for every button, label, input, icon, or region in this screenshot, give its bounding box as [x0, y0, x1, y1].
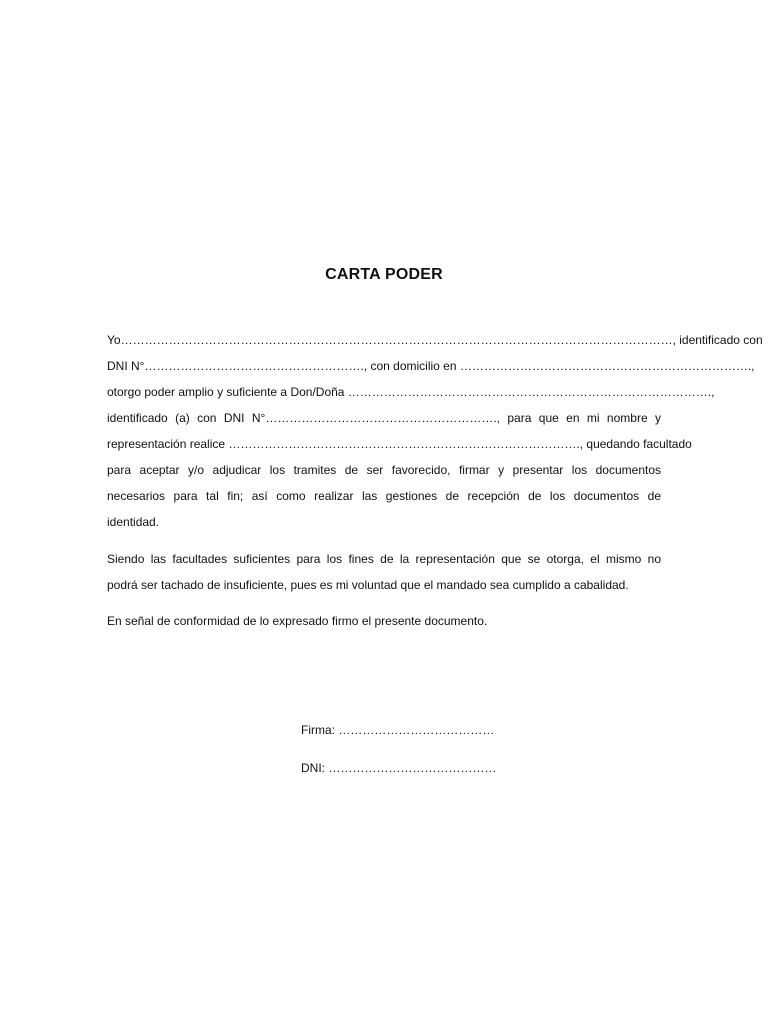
paragraph-grant: [107, 327, 763, 535]
paragraph-line: identidad.: [107, 515, 160, 529]
document-title: CARTA PODER: [325, 266, 443, 283]
paragraph-line: podrá ser tachado de insuficiente, pues es mi voluntad que el mandado sea cumplido a cabalidad.: [107, 578, 629, 592]
paragraph-line: Siendo las facultades suficientes para los fines de la representación que se otorga, el mismo no: [107, 552, 661, 566]
paragraph-conformity: [107, 608, 661, 634]
paragraph-faculties: [107, 546, 661, 598]
paragraph-line: para aceptar y/o adjudicar los tramites de ser favorecido, firmar y presentar los documentos: [107, 463, 661, 477]
paragraph-line: necesarios para tal fin; así como realizar las gestiones de recepción de los documentos de: [107, 489, 661, 503]
paragraph-line: DNI N°………………………………………………., con domicilio en ……………………………………………………………….,: [107, 359, 755, 373]
paragraph-line: representación realice ……………………………………………………………………………., quedando facultado: [107, 437, 692, 451]
paragraph-line: identificado (a) con DNI N°…………………………………………………., para que en mi nombre y: [107, 411, 661, 425]
signature-line: Firma: …………………………………: [301, 723, 495, 737]
paragraph-line: Yo…………………………………………………………………………………………………………………………, identificado con: [107, 333, 763, 347]
paragraph-line: otorgo poder amplio y suficiente a Don/Doña ……………………………………………………………………………….,: [107, 385, 715, 399]
dni-line: DNI: ……………………………………: [301, 761, 497, 775]
paragraph-line: En señal de conformidad de lo expresado firmo el presente documento.: [107, 614, 488, 628]
